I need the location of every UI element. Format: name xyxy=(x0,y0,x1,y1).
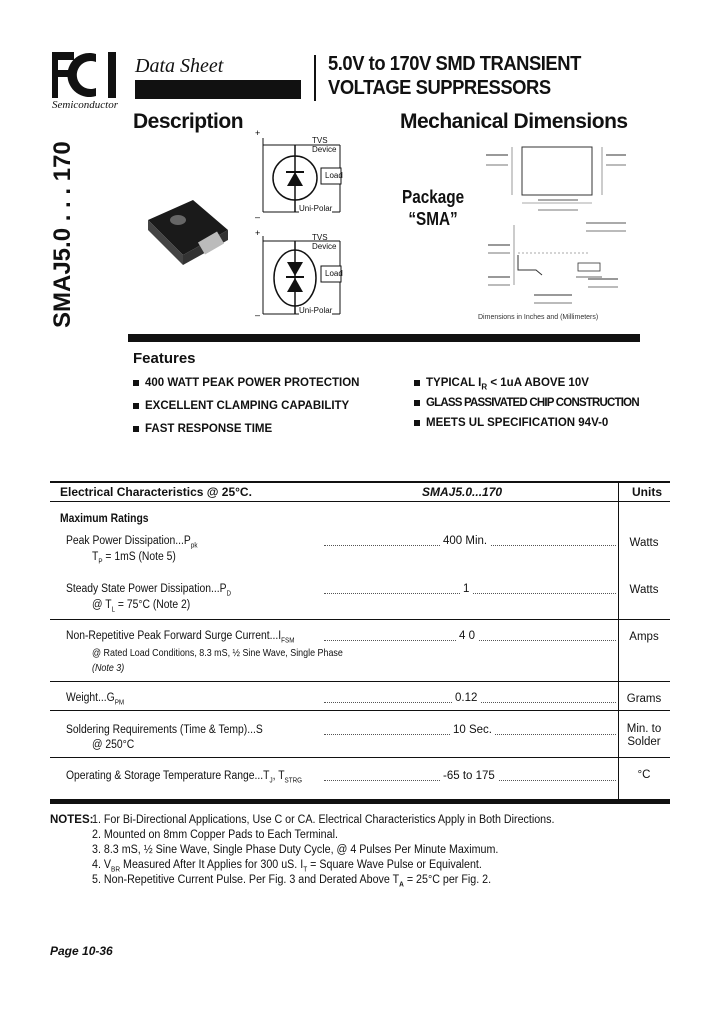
unit-surge-current: Amps xyxy=(629,631,659,643)
param-surge-current: Non-Repetitive Peak Forward Surge $Current...I_{FSM}$ xyxy=(66,630,295,645)
notes xyxy=(50,813,670,893)
note-4: 4. $V_{BR}$ Measured After It Applies for 300 uS. $I_T$ = Square Wave Pulse or Equivalent. xyxy=(92,859,482,874)
unit-temp-range: °C xyxy=(637,769,651,781)
side-title xyxy=(50,128,74,328)
load-label-1: Load xyxy=(325,171,343,180)
circuit-unipolar-2 xyxy=(255,228,345,320)
unit-steady-power: Watts xyxy=(629,584,659,596)
param-steady-power: Steady State Power $Dissipation...P_D$ xyxy=(66,583,232,598)
feature-item: 400 WATT PEAK POWER PROTECTION xyxy=(133,377,359,389)
svg-text:–: – xyxy=(255,310,261,320)
param-peak-power-cond: $T_P = 1mS$ (Note 5) xyxy=(92,551,176,566)
electrical-characteristics-table xyxy=(50,481,670,804)
value-soldering: 10 Sec. xyxy=(450,724,495,736)
param-soldering-temp: @ 250°C xyxy=(92,739,135,751)
page-number: Page 10-36 xyxy=(50,944,113,958)
param-steady-power-cond: @ $T_L = 75^\circ C$ (Note 2) xyxy=(92,599,191,614)
feature-item: MEETS UL SPECIFICATION 94V-0 xyxy=(414,417,608,429)
table-header-characteristic: Electrical Characteristics @ 25°C. xyxy=(60,485,252,499)
note-5: 5. Non-Repetitive Current Pulse. Per Fig. 3 and Derated Above $T_A = 25^\circ C$ per Fig. 2. xyxy=(92,874,492,889)
notes-label: NOTES: xyxy=(50,814,94,826)
package-photo xyxy=(138,190,238,270)
mechanical-drawing xyxy=(478,145,628,330)
value-peak-power: 400 Min. xyxy=(440,535,490,547)
value-weight: 0.12 xyxy=(452,692,480,704)
feature-item: EXCELLENT CLAMPING CAPABILITY xyxy=(133,400,349,412)
load-label-2: Load xyxy=(325,269,343,278)
param-surge-cond: @ Rated Load Conditions, 8.3 mS, ½ Sine Wave, Single Phase xyxy=(92,647,343,659)
feature-item: TYPICAL $I_R < 1uA$ ABOVE 10V xyxy=(414,377,589,391)
param-temp-range: Operating & Storage Temperature $Range...T_J$, $T_{STRG}$ xyxy=(66,770,303,785)
tvs-label-1: TVS xyxy=(312,136,328,145)
value-steady-power: 1 xyxy=(460,583,472,595)
param-weight: $Weight...G_{PM}$ xyxy=(66,692,125,707)
feature-item: GLASS PASSIVATED CHIP CONSTRUCTION xyxy=(414,397,639,409)
svg-text:+: + xyxy=(255,128,261,138)
table-header-part: SMAJ5.0...170 xyxy=(422,485,503,499)
feature-item: FAST RESPONSE TIME xyxy=(133,423,272,435)
device-label-1: Device xyxy=(312,145,337,154)
header-divider xyxy=(314,55,316,101)
note-1: 1. For Bi-Directional Applications, Use C or CA. Electrical Characteristics Apply in Both Directions. xyxy=(92,814,555,826)
circuit-unipolar-1 xyxy=(255,130,345,220)
page-title: 5.0V to 170V SMD TRANSIENT VOLTAGE SUPPRESSORS xyxy=(328,53,581,99)
unipolar-label-2: Uni-Polar xyxy=(299,306,333,315)
description-heading: Description xyxy=(133,110,244,133)
param-peak-power: Peak Power $Dissipation...P_{pk}$ xyxy=(66,535,198,550)
value-temp-range: -65 to 175 xyxy=(440,770,498,782)
unit-weight: Grams xyxy=(626,693,662,705)
table-header-units: Units xyxy=(632,485,662,499)
company-name: Semiconductor xyxy=(52,99,118,111)
features-heading: Features xyxy=(133,350,196,367)
note-3: 3. 8.3 mS, ½ Sine Wave, Single Phase Duty Cycle, @ 4 Pulses Per Minute Maximum. xyxy=(92,844,499,856)
param-soldering: Soldering Requirements (Time & Temp)...S xyxy=(66,724,263,736)
svg-text:+: + xyxy=(255,228,261,238)
svg-text:SMAJ5.0 . . . 170: SMAJ5.0 . . . 170 xyxy=(49,141,76,328)
section-label: Maximum Ratings xyxy=(60,513,149,525)
param-surge-note: (Note 3) xyxy=(92,662,125,674)
header-bar xyxy=(135,80,301,99)
package-label: Package “SMA” xyxy=(402,187,465,229)
doc-type: Data Sheet xyxy=(135,55,224,77)
tvs-label-2: TVS xyxy=(312,233,328,242)
value-surge-current: 4 0 xyxy=(456,630,478,642)
svg-text:–: – xyxy=(255,212,261,222)
mech-caption: Dimensions in Inches and (Millimeters) xyxy=(478,314,599,321)
unit-peak-power: Watts xyxy=(629,537,659,549)
unipolar-label-1: Uni-Polar xyxy=(299,204,333,213)
device-label-2: Device xyxy=(312,242,337,251)
unit-soldering: Min. to Solder xyxy=(626,723,662,748)
note-2: 2. Mounted on 8mm Copper Pads to Each Terminal. xyxy=(92,829,338,841)
mechanical-heading: Mechanical Dimensions xyxy=(400,110,628,133)
section-divider xyxy=(128,334,640,342)
fci-logo xyxy=(52,50,122,100)
